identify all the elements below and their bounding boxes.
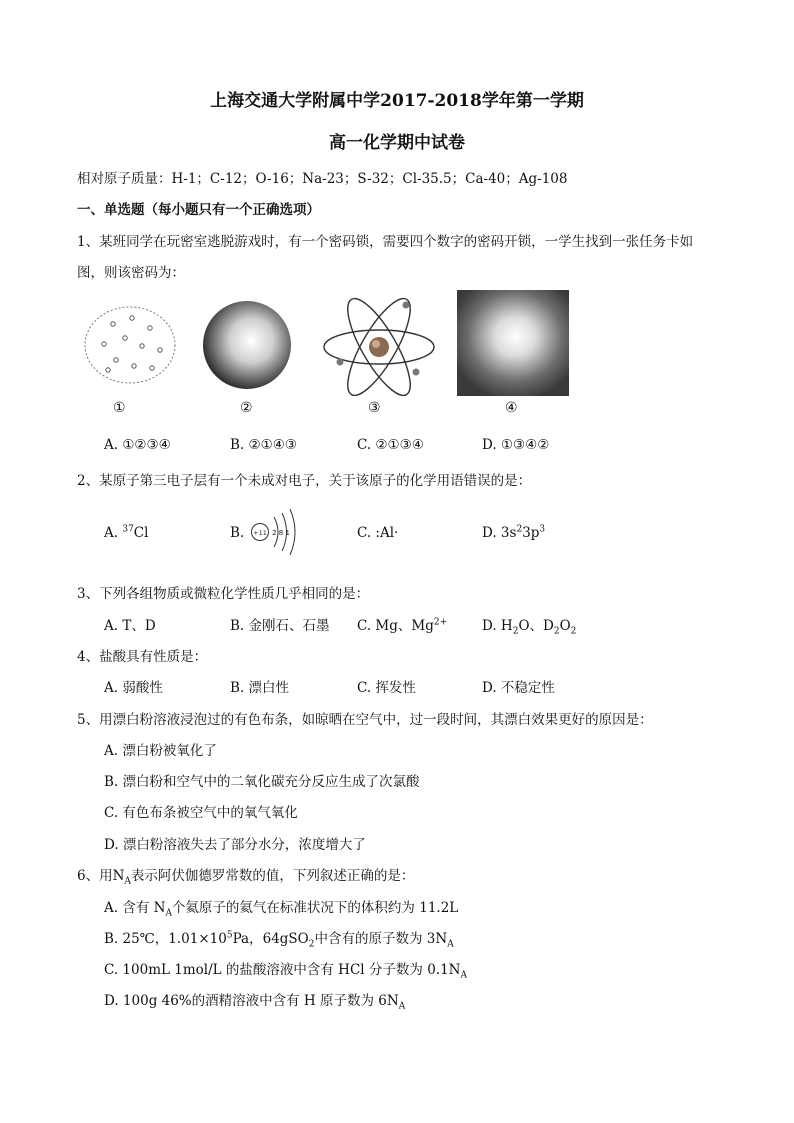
q5-option-c[interactable]: C. 有色布条被空气中的氧气氧化 — [104, 805, 298, 821]
q3-d-sub3: 2 — [570, 626, 577, 637]
q4-option-d[interactable]: D. 不稳定性 — [482, 680, 555, 696]
q6-c-part1: C. 100mL 1mol/L 的盐酸溶液中含有 HCl 分子数为 0.1N — [104, 962, 461, 978]
q6-a-part1: A. 含有 N — [104, 900, 166, 916]
q6-b-sub2: A — [447, 939, 454, 950]
q6-option-b[interactable] — [104, 927, 454, 950]
electron-shells-label: 2 8 1 — [272, 529, 290, 537]
q2-a-mass-number: 37 — [122, 524, 134, 535]
q6-option-c[interactable] — [104, 958, 467, 981]
q2-d-sup2: 3 — [539, 524, 546, 535]
q2-option-b[interactable] — [230, 525, 244, 541]
q5-option-d[interactable]: D. 漂白粉溶液失去了部分水分，浓度增大了 — [104, 837, 366, 853]
q6-option-d[interactable] — [104, 989, 406, 1012]
q6-stem-part2: 表示阿伏伽德罗常数的值，下列叙述正确的是： — [130, 868, 415, 884]
q6-b-exp: 5 — [226, 930, 233, 941]
q3-c-charge: 2+ — [433, 617, 448, 628]
q6-stem-sub: A — [124, 876, 131, 887]
section-heading: 一、单选题（每小题只有一个正确选项） — [77, 202, 320, 218]
q5-option-b[interactable]: B. 漂白粉和空气中的二氧化碳充分反应生成了次氯酸 — [104, 774, 420, 790]
q2-option-d[interactable] — [482, 525, 545, 541]
q6-b-sub1: 2 — [308, 939, 315, 950]
atomic-structure-diagram — [246, 503, 306, 561]
q6-stem-part1: 6、用N — [77, 868, 125, 884]
figure-label-3: ③ — [368, 400, 381, 416]
q4-option-a[interactable]: A. 弱酸性 — [104, 680, 163, 696]
q3-c-text: C. Mg、Mg — [357, 618, 434, 634]
q1-option-a[interactable]: A. ①②③④ — [104, 437, 171, 453]
q2-d-part1: D. 3s — [482, 525, 517, 541]
plum-pudding-model-figure — [80, 302, 180, 386]
q6-a-sub: A — [165, 908, 172, 919]
q6-b-part1: B. 25℃，1.01×10 — [104, 931, 227, 947]
planetary-model-figure — [320, 292, 438, 396]
figure-label-2: ② — [240, 400, 253, 416]
q1-option-b[interactable]: B. ②①④③ — [230, 437, 297, 453]
q5-stem: 5、用漂白粉溶液浸泡过的有色布条，如晾晒在空气中，过一段时间，其漂白效果更好的原因是： — [77, 712, 653, 728]
q6-a-part2: 个氦原子的氦气在标准状况下的体积约为 11.2L — [171, 900, 459, 916]
q5-option-a[interactable]: A. 漂白粉被氧化了 — [104, 743, 217, 759]
q2-option-a[interactable] — [104, 525, 148, 541]
q3-d-part1: D. H — [482, 618, 513, 634]
q3-option-a[interactable]: A. T、D — [104, 618, 156, 634]
q3-d-part2: O、D — [518, 618, 554, 634]
figure-label-4: ④ — [505, 400, 518, 416]
q3-option-c[interactable] — [357, 614, 447, 634]
q1-stem-line1: 1、某班同学在玩密室逃脱游戏时，有一个密码锁，需要四个数字的密码开锁，一学生找到一张任务卡如 — [77, 234, 694, 250]
q6-stem — [77, 864, 415, 887]
q1-option-c[interactable]: C. ②①③④ — [357, 437, 424, 453]
exam-title: 上海交通大学附属中学2017-2018学年第一学期 — [210, 91, 584, 111]
q4-option-b[interactable]: B. 漂白性 — [230, 680, 290, 696]
q6-c-sub: A — [460, 970, 467, 981]
q6-d-part1: D. 100g 46%的酒精溶液中含有 H 原子数为 6N — [104, 993, 399, 1009]
q6-b-part3: 中含有的原子数为 3N — [314, 931, 448, 947]
q6-d-sub: A — [398, 1001, 406, 1012]
exam-subtitle: 高一化学期中试卷 — [329, 133, 465, 153]
q2-a-prefix: A. — [104, 525, 123, 541]
q2-d-sup1: 2 — [516, 524, 523, 535]
q3-option-d[interactable] — [482, 614, 577, 637]
q6-option-a[interactable] — [104, 896, 459, 919]
atomic-mass-line: 相对原子质量：H-1；C-12；O-16；Na-23；S-32；Cl-35.5；Ca-40；Ag-108 — [77, 171, 568, 187]
q2-b-prefix: B. — [230, 525, 245, 541]
q1-stem-line2: 图，则该密码为： — [77, 265, 185, 281]
q3-d-part3: O — [559, 618, 571, 634]
q2-d-part2: 3p — [522, 525, 540, 541]
q2-stem: 2、某原子第三电子层有一个未成对电子，关于该原子的化学用语错误的是： — [77, 473, 532, 489]
q4-stem: 4、盐酸具有性质是： — [77, 649, 208, 665]
q3-d-sub1: 2 — [512, 626, 519, 637]
solid-sphere-model-figure — [200, 298, 295, 393]
figure-label-1: ① — [113, 400, 126, 416]
nucleus-label: +11 — [253, 529, 267, 537]
q3-option-b[interactable]: B. 金刚石、石墨 — [230, 618, 330, 634]
q1-option-d[interactable]: D. ①③④② — [482, 437, 550, 453]
q4-option-c[interactable]: C. 挥发性 — [357, 680, 416, 696]
q6-b-part2: Pa，64gSO — [232, 931, 309, 947]
q2-option-c[interactable]: C. :Al· — [357, 525, 399, 541]
electron-cloud-model-figure — [457, 290, 569, 396]
q3-d-sub2: 2 — [553, 626, 560, 637]
q2-a-symbol: Cl — [133, 525, 149, 541]
q3-stem: 3、下列各组物质或微粒化学性质几乎相同的是： — [77, 586, 370, 602]
